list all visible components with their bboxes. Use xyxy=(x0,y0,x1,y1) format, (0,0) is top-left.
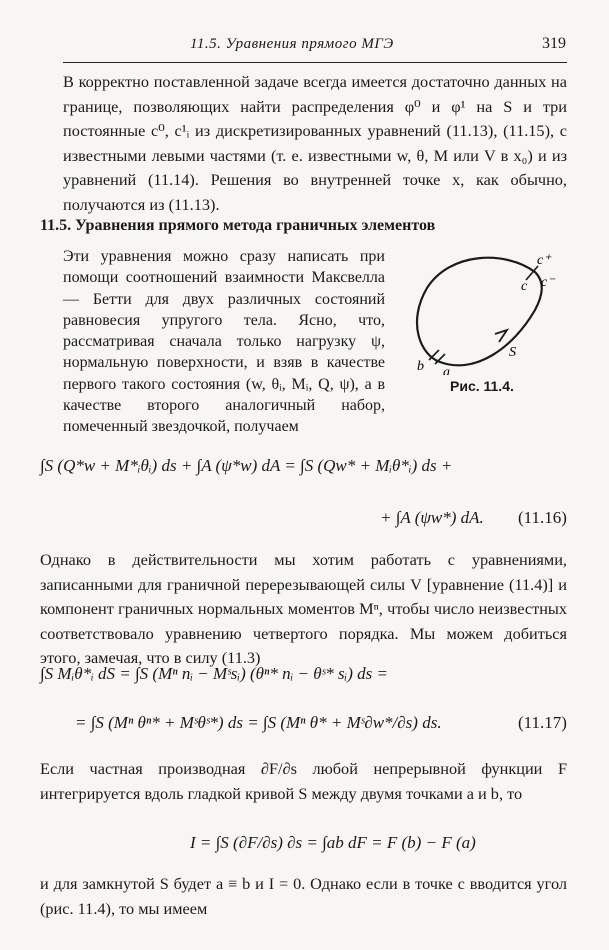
paragraph-partial-derivative: Если частная производная ∂F/∂s любой непрерывной функции F интегрируется вдоль гладкой кривой S между двумя точками a и b, то xyxy=(40,759,567,803)
section-title: 11.5. Уравнения прямого метода граничных элементов xyxy=(40,217,436,234)
page-number: 319 xyxy=(542,35,566,52)
header-rule xyxy=(63,62,567,63)
label-b: b xyxy=(417,359,424,374)
paragraph-shear-moments: Однако в действительности мы хотим работать с уравнениями, записанными для граничной перерезывающей силы V [уравнение (11.4)] и компонент граничных нормальных моментов Mⁿ, чтобы число неизвестных соответствовало уравнению четвертого порядка. Мы можем добиться этого, замечая, что в силу (11.3) xyxy=(40,550,567,668)
label-s: S xyxy=(509,345,516,360)
equation-11-17-line1: ∫S Mᵢθ*ᵢ dS = ∫S (Mⁿ nᵢ − Mˢsᵢ) (θⁿ* nᵢ − θˢ* sᵢ) ds = xyxy=(40,664,388,683)
paragraph-intro: В корректно поставленной задаче всегда имеется достаточно данных на границе, позволяющих найти распределения φ⁰ и φ¹ на S и три постоянные c⁰, c¹ᵢ из дискретизированных уравнений (11.13), (11.15), с известными левыми частями (т. е. известными w, θ, M или V в x₀) и из уравнений (11.14). Решения во внутренней точке x, как обычно, получаются из (11.13). xyxy=(63,72,567,214)
equation-11-16-line1: ∫S (Q*w + M*ᵢθᵢ) ds + ∫A (ψ*w) dA = ∫S (Qw* + Mᵢθ*ᵢ) ds + xyxy=(40,456,453,475)
figure-11-4 xyxy=(395,250,585,375)
paragraph-reciprocity: Эти уравнения можно сразу написать при помощи соотношений взаимности Максвелла — Бетти для двух различных состояний равновесия упругого тела. Ясно, что, рассматривая сначала только нагрузку ψ, нормальную поверхности, и взяв в качестве первого такого состояния (w, θᵢ, Mᵢ, Q, ψ), а в качестве второго аналогичный набор, помеченный звездочкой, получаем xyxy=(63,248,385,436)
figure-caption: Рис. 11.4. xyxy=(450,378,514,394)
label-c: c xyxy=(521,279,528,294)
paragraph-closed-contour: и для замкнутой S будет a ≡ b и I = 0. Однако если в точке c вводится угол (рис. 11.4), то мы имеем xyxy=(40,874,567,918)
direction-arrow-icon xyxy=(495,330,507,342)
label-a: a xyxy=(443,365,450,375)
equation-11-16-line2: + ∫A (ψw*) dA. xyxy=(380,508,484,527)
equation-integral-i: I = ∫S (∂F/∂s) ∂s = ∫ab dF = F (b) − F (a) xyxy=(190,833,476,852)
equation-11-17-line2: = ∫S (Mⁿ θⁿ* + Mˢθˢ*) ds = ∫S (Mⁿ θ* + Mˢ∂w*/∂s) ds. xyxy=(75,713,442,732)
equation-number-11-17: (11.17) xyxy=(518,713,567,732)
label-c-plus: c⁺ xyxy=(537,253,551,268)
running-title: 11.5. Уравнения прямого МГЭ xyxy=(190,36,394,52)
closed-contour-s xyxy=(417,258,542,366)
equation-number-11-16: (11.16) xyxy=(518,508,567,527)
label-c-minus: c⁻ xyxy=(541,275,555,290)
